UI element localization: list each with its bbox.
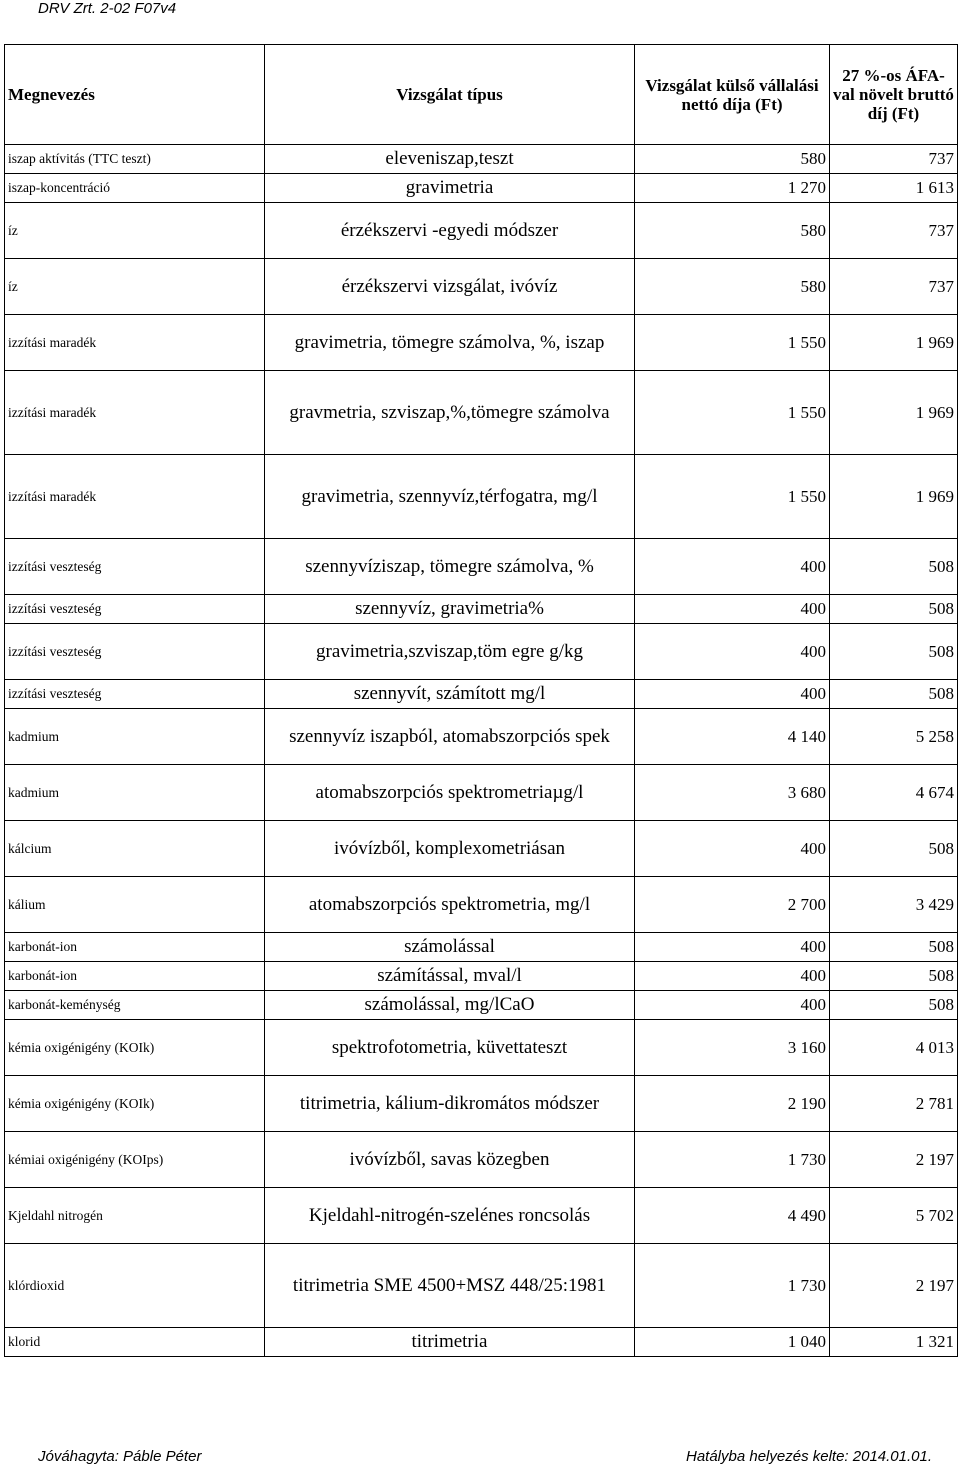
row-gross-price: 1 969 <box>830 371 958 455</box>
row-name: kálium <box>5 877 265 933</box>
row-test-type: szennyvít, számított mg/l <box>265 680 635 709</box>
row-net-price: 1 270 <box>635 174 830 203</box>
column-header-name: Megnevezés <box>5 45 265 145</box>
row-gross-price: 5 258 <box>830 709 958 765</box>
row-test-type: érzékszervi vizsgálat, ivóvíz <box>265 259 635 315</box>
price-table <box>4 44 958 1357</box>
row-test-type: gravmetria, szviszap,%,tömegre számolva <box>265 371 635 455</box>
row-test-type: titrimetria, kálium-dikromátos módszer <box>265 1076 635 1132</box>
row-gross-price: 508 <box>830 933 958 962</box>
row-test-type: számolással, mg/lCaO <box>265 991 635 1020</box>
row-gross-price: 3 429 <box>830 877 958 933</box>
row-name: izzítási maradék <box>5 371 265 455</box>
row-test-type: atomabszorpciós spektrometria, mg/l <box>265 877 635 933</box>
row-test-type: számítással, mval/l <box>265 962 635 991</box>
table-row <box>5 371 958 455</box>
row-name: kadmium <box>5 765 265 821</box>
row-test-type: titrimetria SME 4500+MSZ 448/25:1981 <box>265 1244 635 1328</box>
row-net-price: 400 <box>635 933 830 962</box>
table-row <box>5 765 958 821</box>
row-net-price: 580 <box>635 145 830 174</box>
row-gross-price: 508 <box>830 539 958 595</box>
table-row <box>5 991 958 1020</box>
row-test-type: atomabszorpciós spektrometriaµg/l <box>265 765 635 821</box>
row-net-price: 580 <box>635 259 830 315</box>
row-gross-price: 737 <box>830 145 958 174</box>
table-row <box>5 1132 958 1188</box>
row-net-price: 2 700 <box>635 877 830 933</box>
table-row <box>5 821 958 877</box>
effective-date: Hatályba helyezés kelte: 2014.01.01. <box>686 1448 932 1465</box>
table-row <box>5 933 958 962</box>
row-name: Kjeldahl nitrogén <box>5 1188 265 1244</box>
document-code: DRV Zrt. 2-02 F07v4 <box>38 0 177 17</box>
table-row <box>5 595 958 624</box>
table-header-row <box>5 45 958 145</box>
table-row <box>5 680 958 709</box>
row-test-type: szennyvíz iszapból, atomabszorpciós spek <box>265 709 635 765</box>
row-name: karbonát-keménység <box>5 991 265 1020</box>
row-test-type: Kjeldahl-nitrogén-szelénes roncsolás <box>265 1188 635 1244</box>
row-gross-price: 2 197 <box>830 1244 958 1328</box>
row-net-price: 1 550 <box>635 455 830 539</box>
row-name: karbonát-ion <box>5 933 265 962</box>
row-name: izzítási maradék <box>5 315 265 371</box>
row-name: klórdioxid <box>5 1244 265 1328</box>
row-name: klorid <box>5 1328 265 1357</box>
row-name: íz <box>5 203 265 259</box>
row-name: karbonát-ion <box>5 962 265 991</box>
row-net-price: 400 <box>635 595 830 624</box>
row-gross-price: 508 <box>830 624 958 680</box>
row-gross-price: 4 674 <box>830 765 958 821</box>
row-gross-price: 508 <box>830 821 958 877</box>
column-header-net-price: Vizsgálat külső vállalási nettó díja (Ft) <box>635 45 830 145</box>
table-row <box>5 709 958 765</box>
row-net-price: 1 550 <box>635 315 830 371</box>
row-name: kálcium <box>5 821 265 877</box>
row-net-price: 1 550 <box>635 371 830 455</box>
row-gross-price: 1 969 <box>830 455 958 539</box>
table-row <box>5 539 958 595</box>
row-name: izzítási maradék <box>5 455 265 539</box>
table-row <box>5 1328 958 1357</box>
table-row <box>5 1076 958 1132</box>
table-row <box>5 1244 958 1328</box>
row-test-type: gravimetria, szennyvíz,térfogatra, mg/l <box>265 455 635 539</box>
table-row <box>5 315 958 371</box>
approved-by: Jóváhagyta: Páble Péter <box>38 1448 202 1465</box>
table-row <box>5 174 958 203</box>
table-row <box>5 877 958 933</box>
row-gross-price: 2 197 <box>830 1132 958 1188</box>
row-test-type: ivóvízből, komplexometriásan <box>265 821 635 877</box>
row-test-type: érzékszervi -egyedi módszer <box>265 203 635 259</box>
row-gross-price: 508 <box>830 991 958 1020</box>
row-test-type: szennyvíz, gravimetria% <box>265 595 635 624</box>
table-row <box>5 203 958 259</box>
table-row <box>5 1188 958 1244</box>
row-test-type: ivóvízből, savas közegben <box>265 1132 635 1188</box>
row-test-type: gravimetria,szviszap,töm egre g/kg <box>265 624 635 680</box>
row-name: iszap aktívitás (TTC teszt) <box>5 145 265 174</box>
row-gross-price: 1 613 <box>830 174 958 203</box>
row-net-price: 3 160 <box>635 1020 830 1076</box>
row-test-type: szennyvíziszap, tömegre számolva, % <box>265 539 635 595</box>
row-net-price: 4 140 <box>635 709 830 765</box>
column-header-type: Vizsgálat típus <box>265 45 635 145</box>
row-net-price: 1 730 <box>635 1244 830 1328</box>
row-gross-price: 1 969 <box>830 315 958 371</box>
row-net-price: 400 <box>635 624 830 680</box>
row-name: íz <box>5 259 265 315</box>
row-net-price: 400 <box>635 991 830 1020</box>
row-name: izzítási veszteség <box>5 595 265 624</box>
column-header-gross-price: 27 %-os ÁFA-val növelt bruttó díj (Ft) <box>830 45 958 145</box>
table-row <box>5 455 958 539</box>
row-net-price: 4 490 <box>635 1188 830 1244</box>
row-net-price: 3 680 <box>635 765 830 821</box>
row-gross-price: 5 702 <box>830 1188 958 1244</box>
row-net-price: 580 <box>635 203 830 259</box>
table-row <box>5 259 958 315</box>
row-gross-price: 737 <box>830 259 958 315</box>
table-row <box>5 962 958 991</box>
row-name: iszap-koncentráció <box>5 174 265 203</box>
row-test-type: spektrofotometria, küvettateszt <box>265 1020 635 1076</box>
row-net-price: 1 040 <box>635 1328 830 1357</box>
row-name: izzítási veszteség <box>5 539 265 595</box>
row-gross-price: 1 321 <box>830 1328 958 1357</box>
row-name: kémia oxigénigény (KOIk) <box>5 1076 265 1132</box>
row-name: izzítási veszteség <box>5 680 265 709</box>
row-gross-price: 2 781 <box>830 1076 958 1132</box>
row-name: kadmium <box>5 709 265 765</box>
row-test-type: számolással <box>265 933 635 962</box>
row-gross-price: 508 <box>830 962 958 991</box>
row-net-price: 1 730 <box>635 1132 830 1188</box>
row-name: kémiai oxigénigény (KOIps) <box>5 1132 265 1188</box>
row-net-price: 400 <box>635 680 830 709</box>
row-gross-price: 737 <box>830 203 958 259</box>
row-test-type: titrimetria <box>265 1328 635 1357</box>
row-name: kémia oxigénigény (KOIk) <box>5 1020 265 1076</box>
row-gross-price: 508 <box>830 680 958 709</box>
row-test-type: gravimetria, tömegre számolva, %, iszap <box>265 315 635 371</box>
row-gross-price: 4 013 <box>830 1020 958 1076</box>
row-net-price: 400 <box>635 821 830 877</box>
table-row <box>5 1020 958 1076</box>
row-name: izzítási veszteség <box>5 624 265 680</box>
row-test-type: eleveniszap,teszt <box>265 145 635 174</box>
row-test-type: gravimetria <box>265 174 635 203</box>
table-row <box>5 624 958 680</box>
row-net-price: 400 <box>635 539 830 595</box>
table-row <box>5 145 958 174</box>
row-net-price: 400 <box>635 962 830 991</box>
table-body <box>5 145 958 1357</box>
row-net-price: 2 190 <box>635 1076 830 1132</box>
row-gross-price: 508 <box>830 595 958 624</box>
